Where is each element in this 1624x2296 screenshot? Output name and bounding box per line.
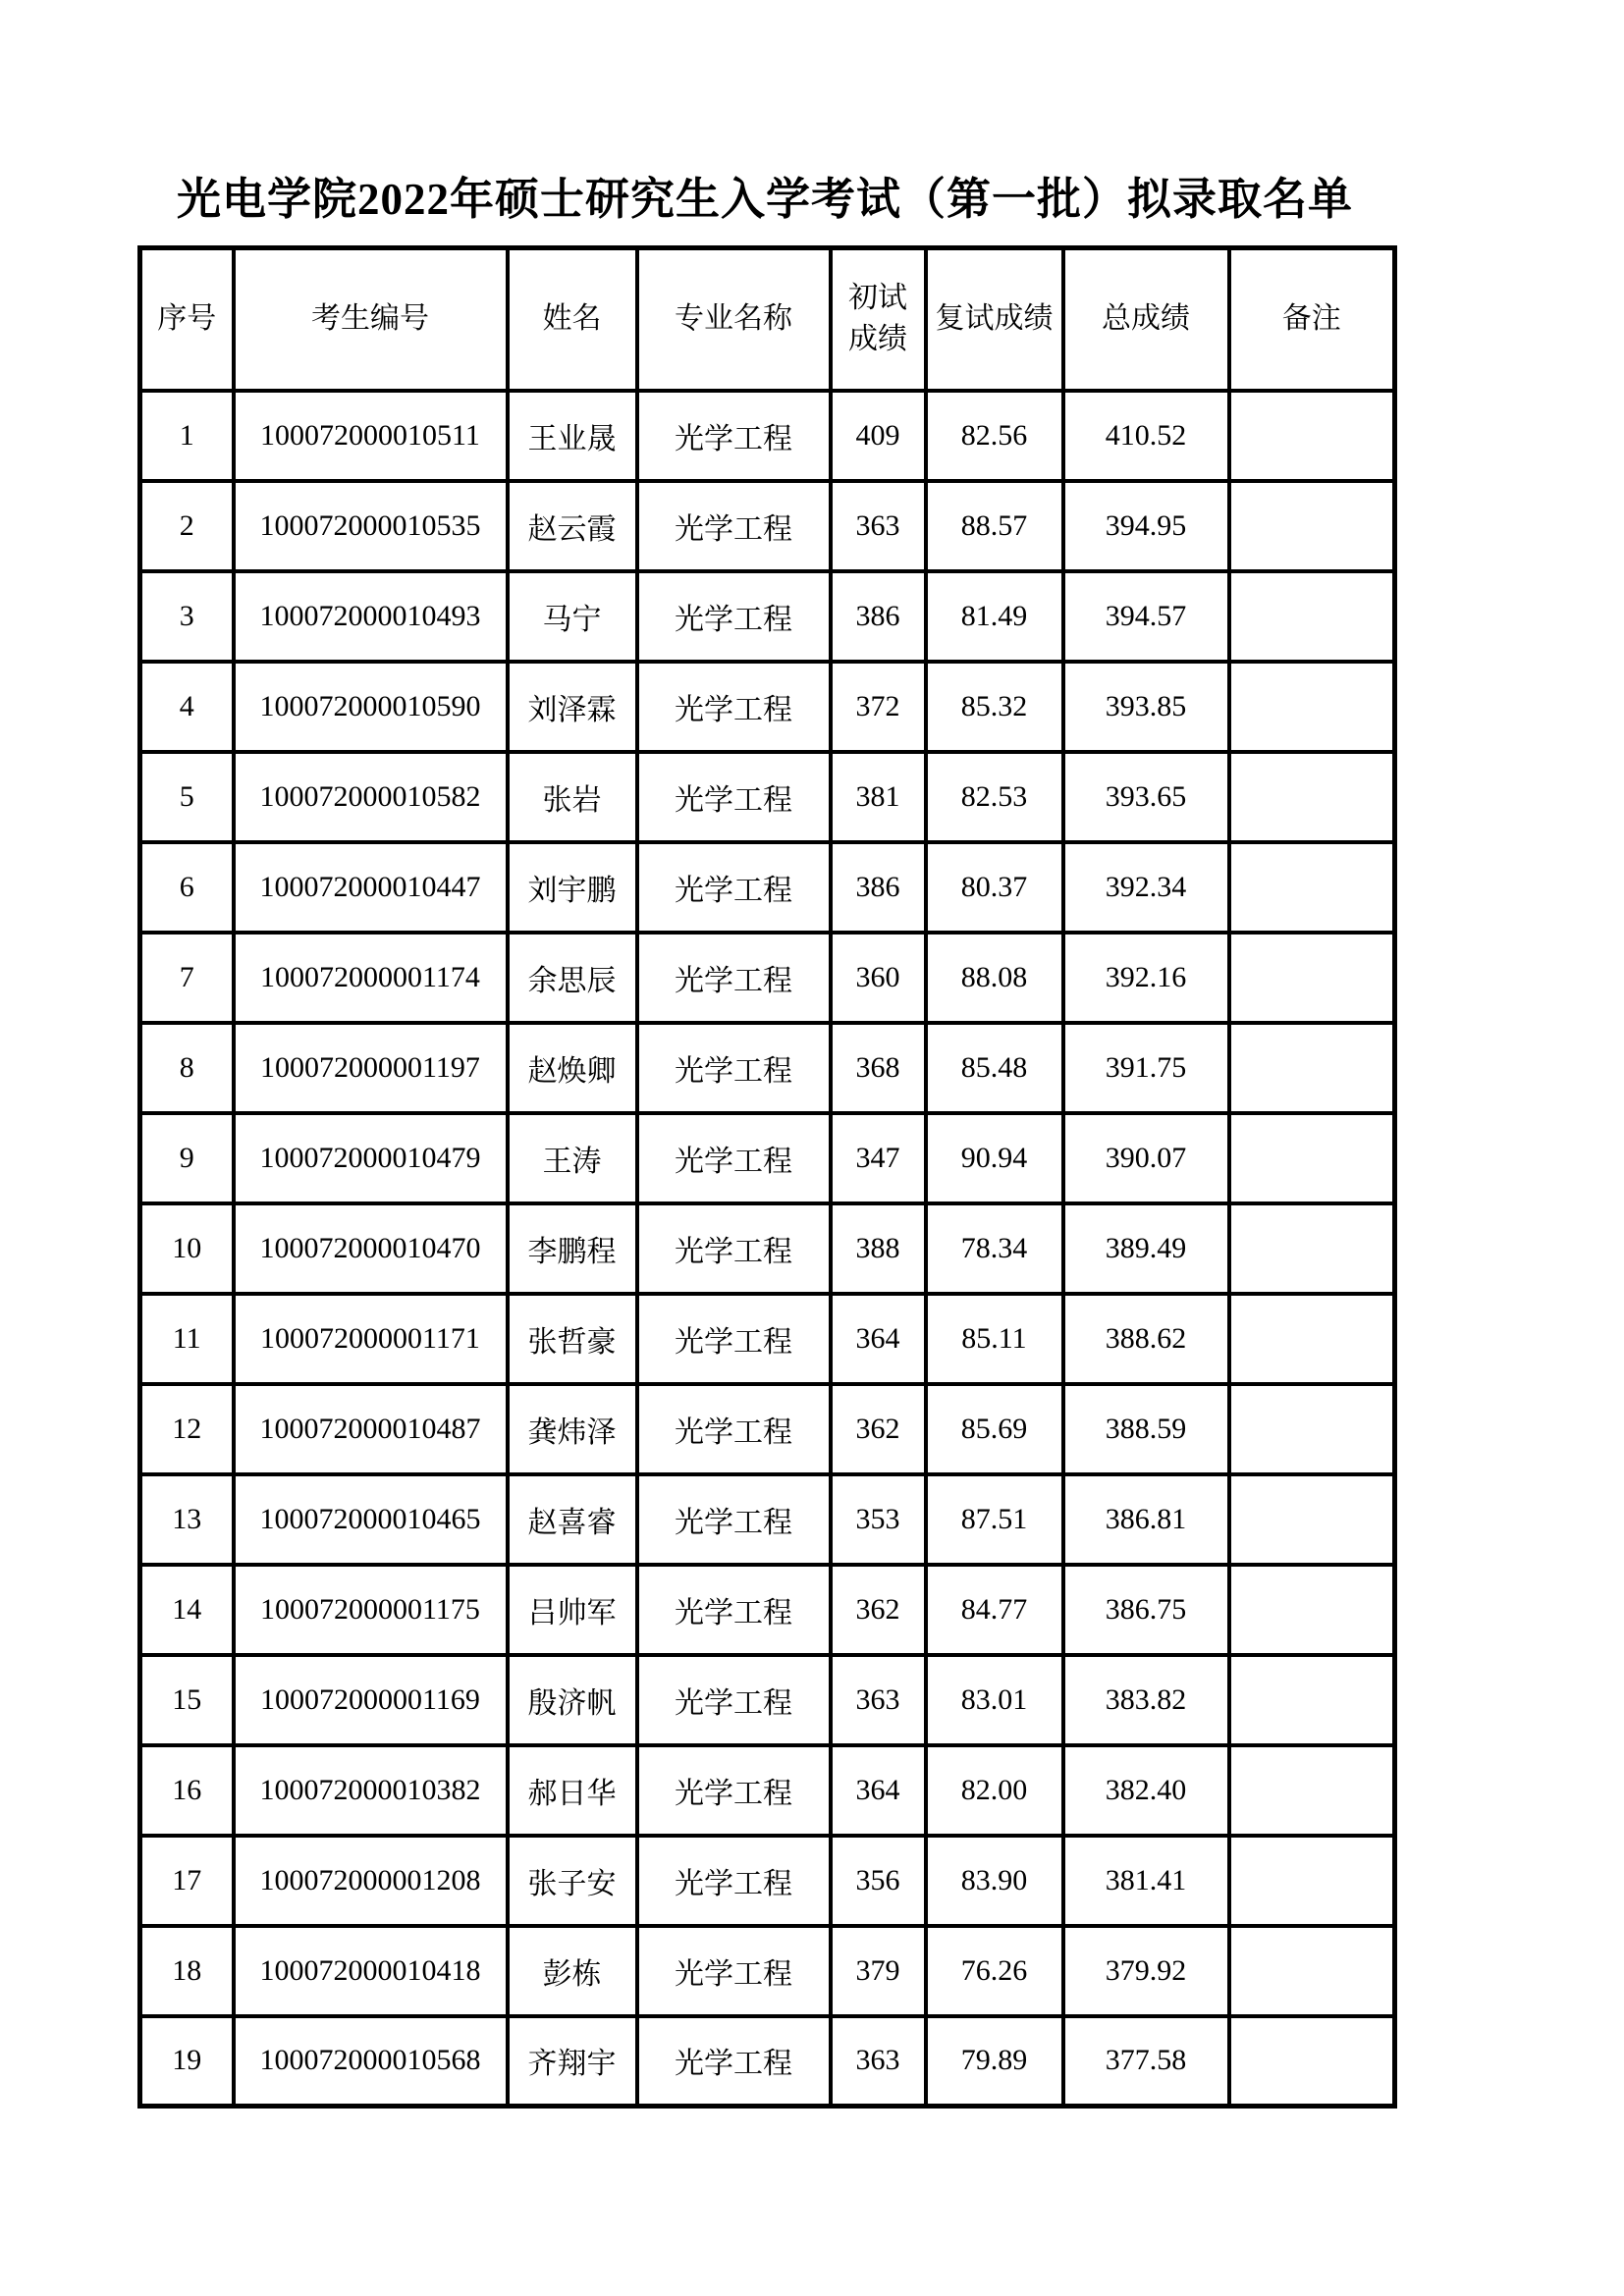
cell-candidate-id: 100072000001171 (234, 1294, 508, 1384)
cell-seq-no: 11 (140, 1294, 234, 1384)
cell-remarks (1229, 1926, 1395, 2016)
cell-major: 光学工程 (637, 842, 831, 933)
cell-initial-score: 347 (831, 1113, 926, 1203)
cell-seq-no: 6 (140, 842, 234, 933)
cell-candidate-id: 100072000010487 (234, 1384, 508, 1474)
cell-candidate-id: 100072000010568 (234, 2016, 508, 2107)
table-row (140, 662, 1395, 752)
cell-initial-score: 362 (831, 1565, 926, 1655)
cell-candidate-id: 100072000010418 (234, 1926, 508, 2016)
cell-remarks (1229, 933, 1395, 1023)
header-seq-no-label: 序号 (157, 302, 217, 335)
cell-initial-score: 363 (831, 2016, 926, 2107)
cell-major: 光学工程 (637, 1384, 831, 1474)
cell-seq-no: 4 (140, 662, 234, 752)
cell-major: 光学工程 (637, 662, 831, 752)
cell-total-score: 392.34 (1063, 842, 1229, 933)
table-row (140, 1294, 1395, 1384)
cell-initial-score: 388 (831, 1203, 926, 1294)
cell-major: 光学工程 (637, 1745, 831, 1836)
cell-major: 光学工程 (637, 1474, 831, 1565)
cell-total-score: 391.75 (1063, 1023, 1229, 1113)
cell-remarks (1229, 1113, 1395, 1203)
cell-retest-score: 85.11 (926, 1294, 1063, 1384)
cell-total-score: 394.57 (1063, 571, 1229, 662)
cell-seq-no: 9 (140, 1113, 234, 1203)
table-row (140, 933, 1395, 1023)
cell-initial-score: 360 (831, 933, 926, 1023)
table-row (140, 1203, 1395, 1294)
header-remarks (1229, 248, 1395, 391)
cell-total-score: 393.65 (1063, 752, 1229, 842)
cell-retest-score: 82.56 (926, 391, 1063, 481)
cell-initial-score: 368 (831, 1023, 926, 1113)
cell-candidate-id: 100072000010447 (234, 842, 508, 933)
cell-candidate-id: 100072000010470 (234, 1203, 508, 1294)
header-remarks-label: 备注 (1281, 302, 1341, 335)
cell-major: 光学工程 (637, 571, 831, 662)
cell-retest-score: 84.77 (926, 1565, 1063, 1655)
cell-major: 光学工程 (637, 1294, 831, 1384)
cell-remarks (1229, 662, 1395, 752)
cell-seq-no: 12 (140, 1384, 234, 1474)
cell-seq-no: 19 (140, 2016, 234, 2107)
cell-seq-no: 18 (140, 1926, 234, 2016)
cell-major: 光学工程 (637, 391, 831, 481)
cell-remarks (1229, 2016, 1395, 2107)
cell-name: 郝日华 (508, 1745, 637, 1836)
cell-name: 殷济帆 (508, 1655, 637, 1745)
cell-candidate-id: 100072000010511 (234, 391, 508, 481)
cell-initial-score: 379 (831, 1926, 926, 2016)
cell-name: 刘宇鹏 (508, 842, 637, 933)
cell-retest-score: 83.90 (926, 1836, 1063, 1926)
cell-total-score: 386.75 (1063, 1565, 1229, 1655)
table-row (140, 1474, 1395, 1565)
cell-major: 光学工程 (637, 933, 831, 1023)
cell-name: 王涛 (508, 1113, 637, 1203)
cell-total-score: 383.82 (1063, 1655, 1229, 1745)
cell-total-score: 389.49 (1063, 1203, 1229, 1294)
cell-remarks (1229, 571, 1395, 662)
cell-major: 光学工程 (637, 1023, 831, 1113)
cell-seq-no: 8 (140, 1023, 234, 1113)
cell-retest-score: 88.08 (926, 933, 1063, 1023)
table-row (140, 1836, 1395, 1926)
cell-initial-score: 362 (831, 1384, 926, 1474)
cell-retest-score: 90.94 (926, 1113, 1063, 1203)
cell-candidate-id: 100072000001175 (234, 1565, 508, 1655)
cell-retest-score: 87.51 (926, 1474, 1063, 1565)
cell-candidate-id: 100072000010465 (234, 1474, 508, 1565)
cell-name: 赵云霞 (508, 481, 637, 571)
cell-seq-no: 14 (140, 1565, 234, 1655)
table-row (140, 1565, 1395, 1655)
cell-retest-score: 82.53 (926, 752, 1063, 842)
cell-remarks (1229, 1294, 1395, 1384)
cell-remarks (1229, 752, 1395, 842)
table-header-row (140, 248, 1395, 391)
cell-total-score: 379.92 (1063, 1926, 1229, 2016)
cell-total-score: 393.85 (1063, 662, 1229, 752)
cell-name: 马宁 (508, 571, 637, 662)
cell-initial-score: 353 (831, 1474, 926, 1565)
cell-total-score: 386.81 (1063, 1474, 1229, 1565)
table-row (140, 752, 1395, 842)
cell-retest-score: 76.26 (926, 1926, 1063, 2016)
cell-remarks (1229, 1203, 1395, 1294)
cell-seq-no: 5 (140, 752, 234, 842)
cell-name: 齐翔宇 (508, 2016, 637, 2107)
cell-remarks (1229, 1474, 1395, 1565)
header-name (508, 248, 637, 391)
cell-name: 李鹏程 (508, 1203, 637, 1294)
cell-name: 赵焕卿 (508, 1023, 637, 1113)
cell-name: 张子安 (508, 1836, 637, 1926)
cell-name: 刘泽霖 (508, 662, 637, 752)
cell-seq-no: 16 (140, 1745, 234, 1836)
cell-name: 张哲豪 (508, 1294, 637, 1384)
cell-initial-score: 363 (831, 481, 926, 571)
cell-initial-score: 409 (831, 391, 926, 481)
page-title: 光电学院2022年硕士研究生入学考试（第一批）拟录取名单 (176, 175, 1353, 224)
header-initial-score-label: 初试成绩 (848, 282, 907, 356)
cell-candidate-id: 100072000010493 (234, 571, 508, 662)
cell-candidate-id: 100072000010479 (234, 1113, 508, 1203)
table-row (140, 1384, 1395, 1474)
cell-remarks (1229, 1023, 1395, 1113)
header-initial-score (831, 248, 926, 391)
cell-major: 光学工程 (637, 1113, 831, 1203)
cell-initial-score: 363 (831, 1655, 926, 1745)
header-candidate-id (234, 248, 508, 391)
cell-major: 光学工程 (637, 481, 831, 571)
cell-name: 彭栋 (508, 1926, 637, 2016)
header-name-label: 姓名 (542, 302, 602, 335)
cell-retest-score: 85.48 (926, 1023, 1063, 1113)
cell-remarks (1229, 842, 1395, 933)
header-major-label: 专业名称 (675, 302, 792, 335)
cell-retest-score: 83.01 (926, 1655, 1063, 1745)
cell-total-score: 377.58 (1063, 2016, 1229, 2107)
cell-remarks (1229, 1565, 1395, 1655)
cell-major: 光学工程 (637, 1203, 831, 1294)
cell-total-score: 392.16 (1063, 933, 1229, 1023)
cell-total-score: 381.41 (1063, 1836, 1229, 1926)
cell-retest-score: 88.57 (926, 481, 1063, 571)
table-row (140, 481, 1395, 571)
cell-name: 吕帅军 (508, 1565, 637, 1655)
cell-remarks (1229, 1745, 1395, 1836)
cell-seq-no: 3 (140, 571, 234, 662)
header-major (637, 248, 831, 391)
cell-candidate-id: 100072000010590 (234, 662, 508, 752)
cell-candidate-id: 100072000010535 (234, 481, 508, 571)
table-row (140, 842, 1395, 933)
cell-name: 张岩 (508, 752, 637, 842)
table-row (140, 1655, 1395, 1745)
cell-name: 赵喜睿 (508, 1474, 637, 1565)
table-row (140, 1113, 1395, 1203)
cell-total-score: 382.40 (1063, 1745, 1229, 1836)
header-total-score-label: 总成绩 (1102, 302, 1190, 335)
cell-initial-score: 364 (831, 1745, 926, 1836)
cell-total-score: 390.07 (1063, 1113, 1229, 1203)
cell-name: 龚炜泽 (508, 1384, 637, 1474)
cell-total-score: 410.52 (1063, 391, 1229, 481)
cell-seq-no: 1 (140, 391, 234, 481)
header-total-score (1063, 248, 1229, 391)
cell-seq-no: 17 (140, 1836, 234, 1926)
cell-candidate-id: 100072000001197 (234, 1023, 508, 1113)
cell-retest-score: 79.89 (926, 2016, 1063, 2107)
cell-initial-score: 386 (831, 571, 926, 662)
cell-retest-score: 80.37 (926, 842, 1063, 933)
cell-seq-no: 13 (140, 1474, 234, 1565)
cell-total-score: 388.59 (1063, 1384, 1229, 1474)
cell-major: 光学工程 (637, 1655, 831, 1745)
cell-major: 光学工程 (637, 1565, 831, 1655)
cell-retest-score: 82.00 (926, 1745, 1063, 1836)
table-row (140, 1023, 1395, 1113)
table-row (140, 1745, 1395, 1836)
cell-major: 光学工程 (637, 1836, 831, 1926)
cell-major: 光学工程 (637, 752, 831, 842)
cell-candidate-id: 100072000001174 (234, 933, 508, 1023)
header-retest-score (926, 248, 1063, 391)
cell-initial-score: 386 (831, 842, 926, 933)
header-retest-score-label: 复试成绩 (935, 302, 1054, 335)
cell-candidate-id: 100072000010582 (234, 752, 508, 842)
cell-remarks (1229, 391, 1395, 481)
cell-initial-score: 372 (831, 662, 926, 752)
cell-initial-score: 364 (831, 1294, 926, 1384)
cell-major: 光学工程 (637, 1926, 831, 2016)
cell-candidate-id: 100072000001208 (234, 1836, 508, 1926)
cell-remarks (1229, 481, 1395, 571)
header-seq-no (140, 248, 234, 391)
cell-seq-no: 2 (140, 481, 234, 571)
cell-major: 光学工程 (637, 2016, 831, 2107)
admission-list-table (137, 245, 1397, 2109)
cell-retest-score: 78.34 (926, 1203, 1063, 1294)
cell-remarks (1229, 1655, 1395, 1745)
table-row (140, 571, 1395, 662)
cell-retest-score: 81.49 (926, 571, 1063, 662)
cell-retest-score: 85.32 (926, 662, 1063, 752)
cell-total-score: 394.95 (1063, 481, 1229, 571)
cell-initial-score: 381 (831, 752, 926, 842)
table-row (140, 1926, 1395, 2016)
table-row (140, 2016, 1395, 2107)
cell-seq-no: 7 (140, 933, 234, 1023)
cell-retest-score: 85.69 (926, 1384, 1063, 1474)
cell-name: 余思辰 (508, 933, 637, 1023)
cell-initial-score: 356 (831, 1836, 926, 1926)
cell-seq-no: 10 (140, 1203, 234, 1294)
cell-remarks (1229, 1384, 1395, 1474)
cell-candidate-id: 100072000010382 (234, 1745, 508, 1836)
table-row (140, 391, 1395, 481)
header-candidate-id-label: 考生编号 (311, 302, 429, 335)
cell-name: 王业晟 (508, 391, 637, 481)
cell-candidate-id: 100072000001169 (234, 1655, 508, 1745)
cell-remarks (1229, 1836, 1395, 1926)
cell-seq-no: 15 (140, 1655, 234, 1745)
cell-total-score: 388.62 (1063, 1294, 1229, 1384)
